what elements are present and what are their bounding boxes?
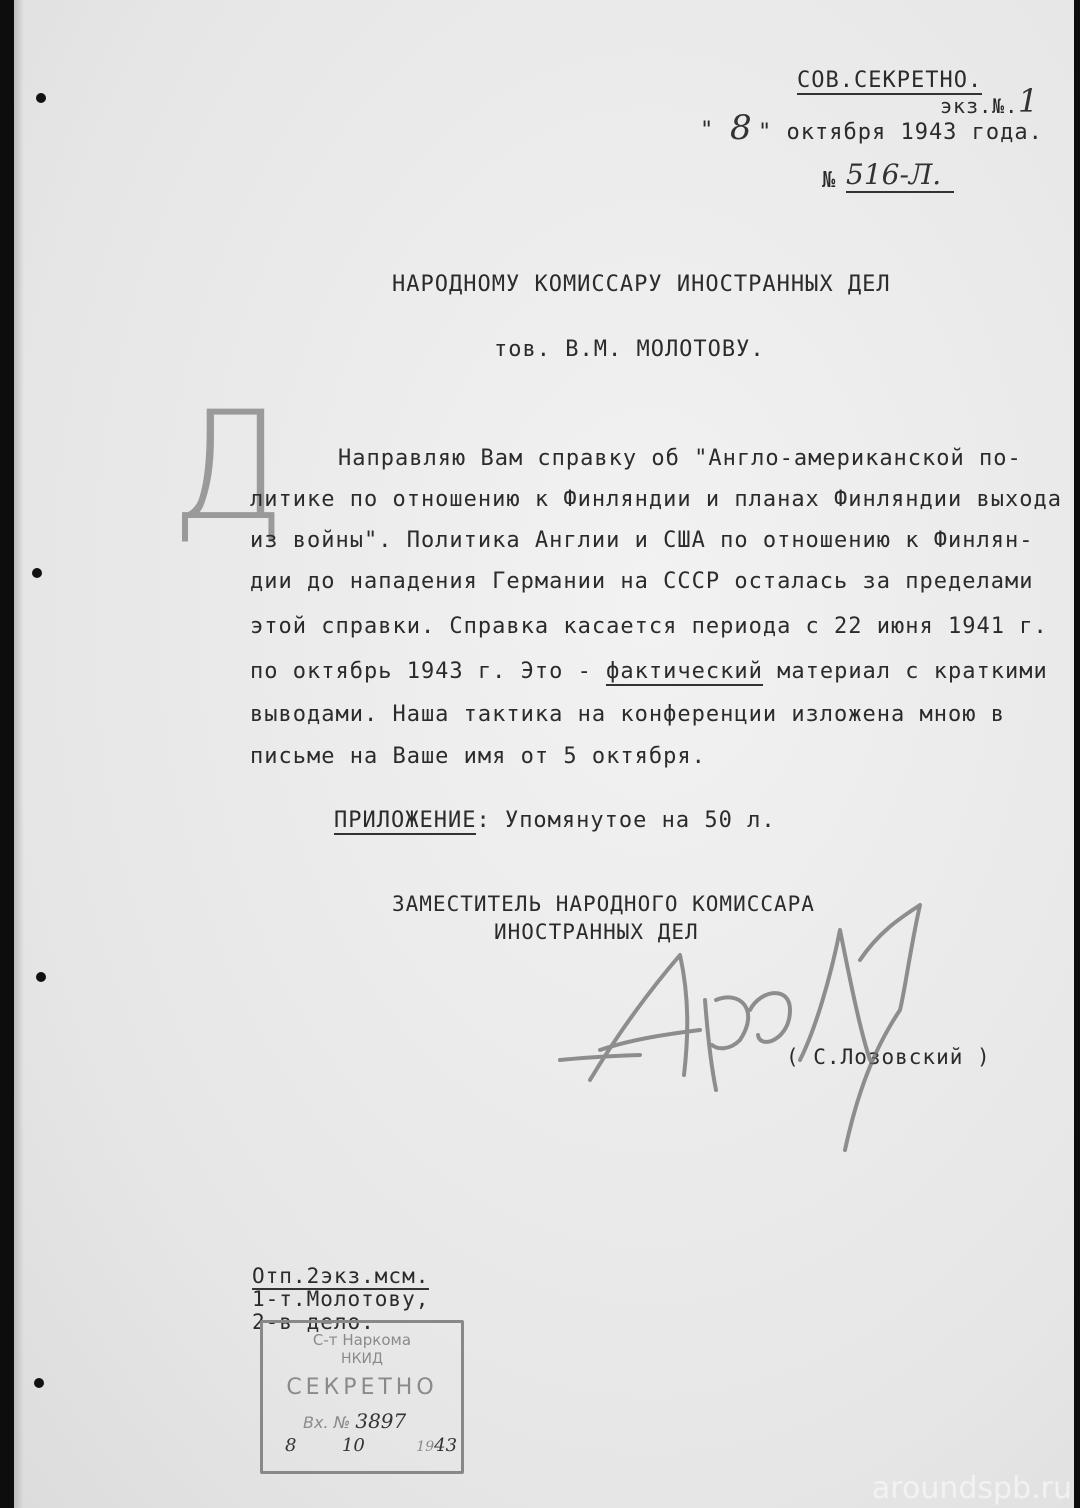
stamp-date-month: 10 xyxy=(341,1435,365,1456)
body-line-end: материал с краткими xyxy=(762,659,1048,684)
date-rest: " октября 1943 года. xyxy=(758,120,1043,145)
document-number-prefix: № xyxy=(822,168,837,193)
addressee-name: тов. В.М. МОЛОТОВУ. xyxy=(494,337,765,362)
document-number: 516-Л. xyxy=(846,158,954,193)
distribution-line: 2-в дело. xyxy=(252,1310,375,1334)
registration-stamp xyxy=(260,1320,464,1474)
site-watermark: aroundspb.ru xyxy=(871,1471,1072,1506)
stamp-line: НКИД xyxy=(341,1351,383,1367)
body-line: выводами. Наша тактика на конференции изложена мною в xyxy=(250,702,1005,727)
stamp-date-day: 8 xyxy=(285,1435,297,1456)
signatory-name: ( С.Лозовский ) xyxy=(786,1045,991,1069)
stamp-date xyxy=(263,1435,483,1456)
stamp-line: С-т Наркома xyxy=(312,1331,412,1349)
stamp-date-year: 43 xyxy=(434,1435,458,1456)
stamp-incoming-label: Вх. № xyxy=(303,1413,351,1432)
body-line: Направляю Вам справку об "Англо-американской по- xyxy=(338,446,1022,471)
stamp-incoming xyxy=(263,1409,501,1433)
attachment-label: ПРИЛОЖЕНИЕ xyxy=(334,808,477,833)
body-line: письме на Ваше имя от 5 октября. xyxy=(250,744,706,769)
body-line: литике по отношению к Финляндии и планах Финляндии выхода xyxy=(250,487,1062,512)
underlined-word: фактический xyxy=(606,659,763,684)
body-line: дии до нападения Германии на СССР осталась за пределами xyxy=(250,569,1034,594)
copy-number: 1 xyxy=(1018,82,1039,120)
margin-pencil-mark: Д xyxy=(170,380,287,554)
copy-label: экз.№. xyxy=(940,94,1019,118)
attachment-text: : Упомянутое на 50 л. xyxy=(476,808,776,833)
stamp-incoming-number: 3897 xyxy=(355,1409,407,1433)
signatory-title: ЗАМЕСТИТЕЛЬ НАРОДНОГО КОМИССАРА xyxy=(392,892,815,916)
date-quote-open: " xyxy=(700,118,715,143)
stamp-secret-label: СЕКРЕТНО xyxy=(286,1375,438,1400)
body-line-start: по октябрь 1943 г. Это - xyxy=(250,659,607,684)
signatory-title: ИНОСТРАННЫХ ДЕЛ xyxy=(494,920,699,944)
date-day: 8 xyxy=(730,108,752,148)
stamp-date-year-prefix: 19 xyxy=(416,1439,435,1455)
addressee-title: НАРОДНОМУ КОМИССАРУ ИНОСТРАННЫХ ДЕЛ xyxy=(392,272,891,297)
body-line: этой справки. Справка касается периода с 22 июня 1941 г. xyxy=(250,614,1048,639)
distribution-line: 1-т.Молотову, xyxy=(252,1287,430,1311)
classification-label: СОВ.СЕКРЕТНО. xyxy=(797,68,983,93)
distribution-line: Отп.2экз.мсм. xyxy=(252,1264,430,1288)
body-line: из войны". Политика Англии и США по отношению к Финлян- xyxy=(250,528,1034,553)
